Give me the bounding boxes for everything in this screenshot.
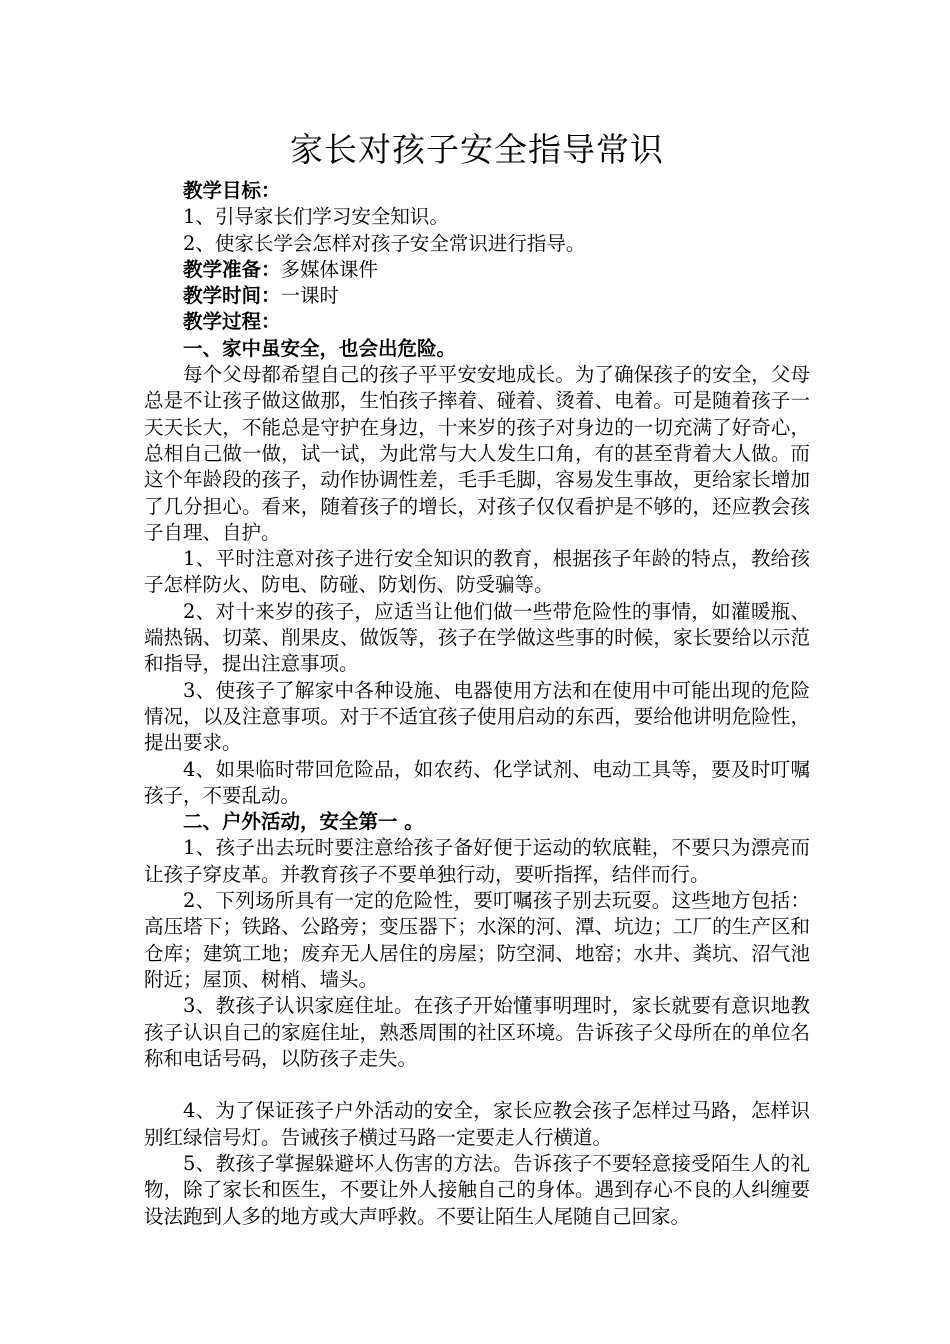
goal-item-2: 2、使家长学会怎样对孩子安全常识进行指导。 bbox=[183, 231, 586, 255]
section1-intro: 每个父母都希望自己的孩子平平安安地成长。为了确保孩子的安全，父母总是不让孩子做这做那，生怕孩子摔着、碰着、烫着、电着。可是随着孩子一天天长大，不能总是守护在身边，十来岁的孩子对身边的一切充满了好奇心，总相自己做一做，试一试，为此常与大人发生口角，有的甚至背着大人做。而这个年龄段的孩子，动作协调性差，毛手毛脚，容易发生事故，更给家长增加了几分担心。看来，随着孩子的增长，对孩子仅仅看护是不够的，还应教会孩子自理、自护。 bbox=[144, 363, 810, 544]
section1-item: 2、对十来岁的孩子，应适当让他们做一些带危险性的事情，如灌暖瓶、端热锅、切菜、削果皮、做饭等，孩子在学做这些事的时候，家长要给以示范和指导，提出注意事项。 bbox=[144, 599, 810, 676]
time-value: 一课时 bbox=[280, 284, 340, 308]
prep-value: 多媒体课件 bbox=[280, 257, 379, 281]
time-label: 教学时间： bbox=[183, 284, 281, 308]
section2-item: 4、为了保证孩子户外活动的安全，家长应教会孩子怎样过马路，怎样识别红绿信号灯。告诫孩子横过马路一定要走人行横道。 bbox=[144, 1099, 810, 1149]
section1-item: 1、平时注意对孩子进行安全知识的教育，根据孩子年龄的特点，教给孩子怎样防火、防电、防碰、防划伤、防受骗等。 bbox=[144, 547, 810, 597]
goal-item-1: 1、引导家长们学习安全知识。 bbox=[183, 205, 449, 229]
section2-heading: 二、户外活动，安全第一 。 bbox=[183, 810, 424, 834]
section2-item: 2、下列场所具有一定的危险性，要叮嘱孩子别去玩耍。这些地方包括：高压塔下；铁路、公路旁；变压器下；水深的河、潭、坑边；工厂的生产区和仓库；建筑工地；废弃无人居住的房屋；防空洞、地窑；水井、粪坑、沼气池附近；屋顶、树梢、墙头。 bbox=[144, 889, 810, 991]
section2-item: 3、教孩子认识家庭住址。在孩子开始懂事明理时，家长就要有意识地教孩子认识自己的家庭住址，熟悉周围的社区环境。告诉孩子父母所在的单位名称和电话号码，以防孩子走失。 bbox=[144, 994, 810, 1070]
section1-item: 3、使孩子了解家中各种设施、电器使用方法和在使用中可能出现的危险情况，以及注意事项。对于不适宜孩子使用启动的东西，要给他讲明危险性，提出要求。 bbox=[144, 678, 810, 755]
section2-item: 1、孩子出去玩时要注意给孩子备好便于运动的软底鞋，不要只为漂亮而让孩子穿皮革。并教育孩子不要单独行动，要听指挥，结伴而行。 bbox=[144, 836, 810, 886]
section2-item: 5、教孩子掌握躲避坏人伤害的方法。告诉孩子不要轻意接受陌生人的礼物，除了家长和医生，不要让外人接触自己的身体。遇到存心不良的人纠缠要设法跑到人多的地方或大声呼救。不要让陌生人尾随自己回家。 bbox=[144, 1151, 810, 1228]
process-heading: 教学过程： bbox=[183, 310, 281, 334]
time-line bbox=[144, 283, 810, 309]
prep-line bbox=[144, 257, 810, 283]
document-page bbox=[144, 124, 810, 1230]
prep-label: 教学准备： bbox=[183, 257, 281, 281]
document-title: 家长对孩子安全指导常识 bbox=[290, 130, 664, 169]
goal-heading: 教学目标： bbox=[183, 179, 281, 202]
blank-line bbox=[144, 1072, 810, 1098]
section1-item: 4、如果临时带回危险品，如农药、化学试剂、电动工具等，要及时叮嘱孩子，不要乱动。 bbox=[144, 757, 810, 807]
section1-heading: 一、家中虽安全，也会出危险。 bbox=[183, 336, 457, 360]
